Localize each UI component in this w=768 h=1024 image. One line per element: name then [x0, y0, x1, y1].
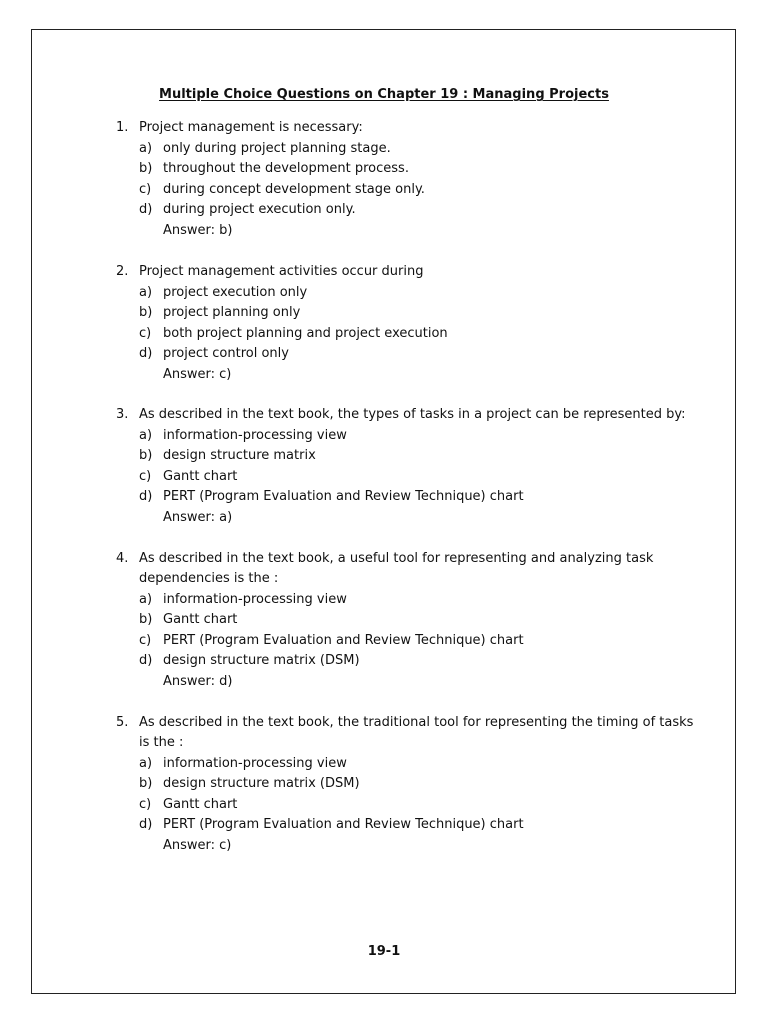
option-text: design structure matrix [163, 448, 316, 463]
option-text: PERT (Program Evaluation and Review Technique) chart [163, 817, 524, 832]
option-label: a) [139, 285, 153, 300]
question-text: As described in the text book, the types of tasks in a project can be represented by: [139, 407, 686, 422]
question-text-continued: is the : [139, 735, 184, 750]
option-text: Gantt chart [163, 612, 238, 627]
option-label: a) [139, 592, 153, 607]
option-label: c) [139, 797, 152, 812]
question-number: 5. [116, 715, 129, 730]
question-text: As described in the text book, a useful tool for representing and analyzing task [139, 551, 654, 566]
option-text: project control only [163, 346, 289, 361]
option-label: d) [139, 653, 153, 668]
option-text: information-processing view [163, 428, 347, 443]
option-text: during project execution only. [163, 202, 356, 217]
question-text: Project management activities occur during [139, 264, 424, 279]
option-label: b) [139, 305, 153, 320]
option-label: b) [139, 612, 153, 627]
option-text: only during project planning stage. [163, 141, 391, 156]
option-text: throughout the development process. [163, 161, 409, 176]
question-number: 3. [116, 407, 129, 422]
option-text: project planning only [163, 305, 301, 320]
option-text: design structure matrix (DSM) [163, 653, 360, 668]
answer-text: Answer: c) [163, 838, 232, 853]
option-text: both project planning and project execution [163, 326, 448, 341]
option-text: Gantt chart [163, 469, 238, 484]
answer-text: Answer: d) [163, 674, 233, 689]
page-number: 19-1 [367, 944, 401, 959]
option-label: d) [139, 489, 153, 504]
answer-text: Answer: a) [163, 510, 233, 525]
question-text: Project management is necessary: [139, 120, 363, 135]
option-label: b) [139, 161, 153, 176]
option-label: d) [139, 202, 153, 217]
question-text: As described in the text book, the traditional tool for representing the timing of tasks [139, 715, 694, 730]
question-text-continued: dependencies is the : [139, 571, 279, 586]
option-text: information-processing view [163, 592, 347, 607]
question-number: 2. [116, 264, 129, 279]
option-label: d) [139, 346, 153, 361]
option-text: project execution only [163, 285, 308, 300]
option-label: c) [139, 469, 152, 484]
option-label: d) [139, 817, 153, 832]
option-text: design structure matrix (DSM) [163, 776, 360, 791]
option-label: c) [139, 182, 152, 197]
document-title: Multiple Choice Questions on Chapter 19 : Managing Projects [159, 87, 609, 102]
answer-text: Answer: b) [163, 223, 233, 238]
option-label: a) [139, 756, 153, 771]
answer-text: Answer: c) [163, 367, 232, 382]
question-number: 1. [116, 120, 129, 135]
option-text: PERT (Program Evaluation and Review Technique) chart [163, 489, 524, 504]
option-label: a) [139, 428, 153, 443]
option-text: information-processing view [163, 756, 347, 771]
option-text: PERT (Program Evaluation and Review Technique) chart [163, 633, 524, 648]
option-label: c) [139, 326, 152, 341]
question-number: 4. [116, 551, 129, 566]
option-label: a) [139, 141, 153, 156]
option-label: b) [139, 448, 153, 463]
option-label: c) [139, 633, 152, 648]
option-text: during concept development stage only. [163, 182, 425, 197]
option-label: b) [139, 776, 153, 791]
option-text: Gantt chart [163, 797, 238, 812]
